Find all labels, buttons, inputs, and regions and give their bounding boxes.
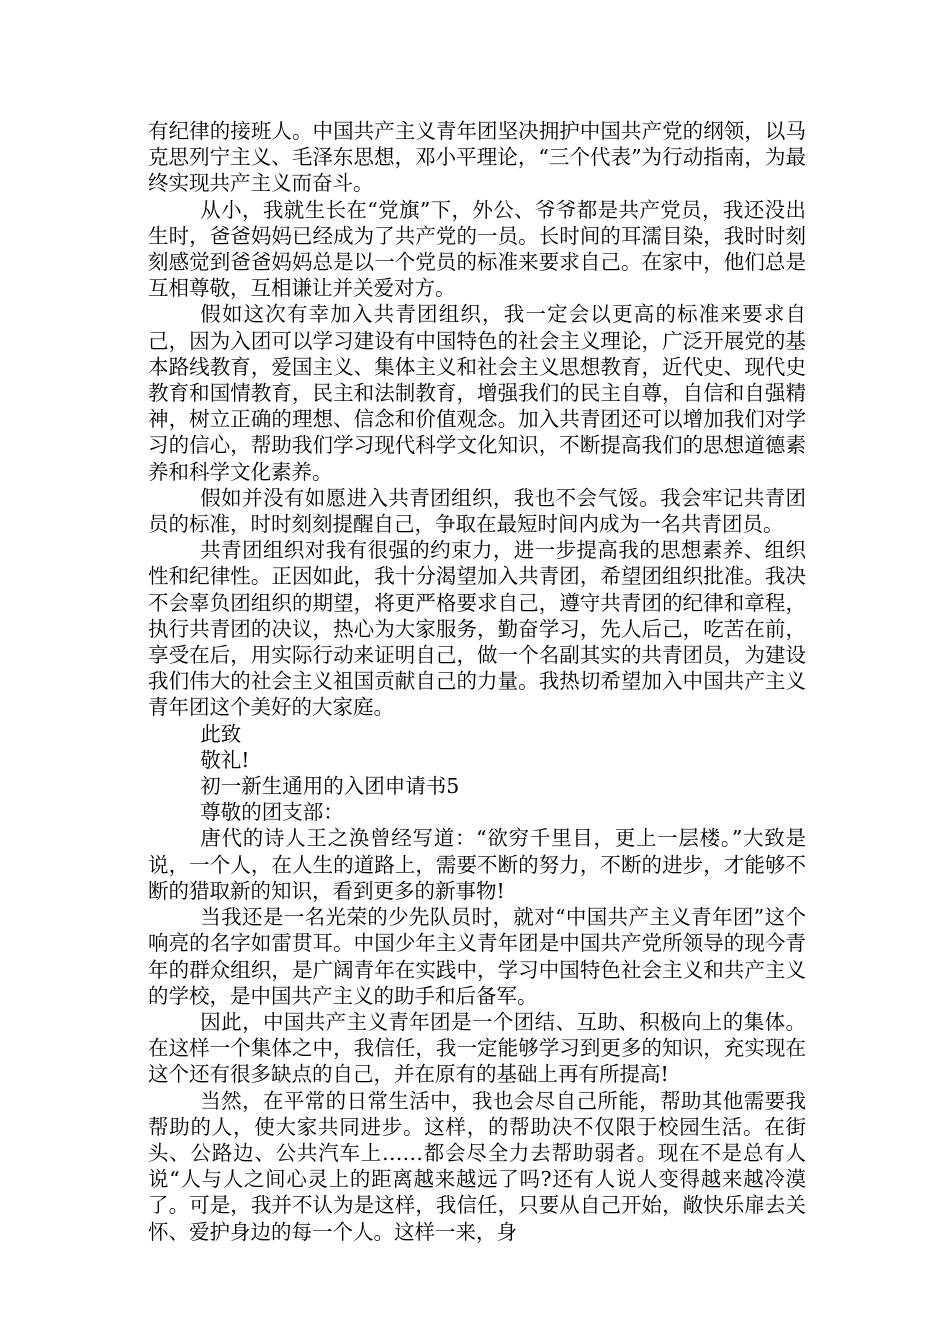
paragraph-2: 从小，我就生长在“党旗”下，外公、爷爷都是共产党员，我还没出生时，爸爸妈妈已经成为了共产党的一员。长时间的耳濡目染，我时时刻刻感觉到爸爸妈妈总是以一个党员的标准来要求自己。在家中，他们总是互相尊敬，互相谦让并关爱对方。 <box>148 197 806 301</box>
paragraph-1: 有纪律的接班人。中国共产主义青年团坚决拥护中国共产党的纲领，以马克思列宁主义、毛泽东思想，邓小平理论，“三个代表”为行动指南，为最终实现共产主义而奋斗。 <box>148 119 806 196</box>
paragraph-6: 唐代的诗人王之涣曾经写道：“欲穷千里目，更上一层楼。”大致是说，一个人，在人生的道路上，需要不断的努力，不断的进步，才能够不断的猎取新的知识，看到更多的新事物! <box>148 826 806 903</box>
paragraph-8: 因此，中国共产主义青年团是一个团结、互助、积极向上的集体。在这样一个集体之中，我信任，我一定能够学习到更多的知识，充实现在这个还有很多缺点的自己，并在原有的基础上再有所提高! <box>148 1009 806 1087</box>
document-page <box>148 118 806 1245</box>
paragraph-5: 共青团组织对我有很强的约束力，进一步提高我的思想素养、组织性和纪律性。正因如此，我十分渴望加入共青团，希望团组织批准。我决不会辜负团组织的期望，将更严格要求自己，遵守共青团的纪律和章程，执行共青团的决议，热心为大家服务，勤奋学习，先人后己，吃苦在前，享受在后，用实际行动来证明自己，做一个名副其实的共青团员，为建设我们伟大的社会主义祖国贡献自己的力量。我热切希望加入中国共产主义青年团这个美好的大家庭。 <box>148 538 806 720</box>
section-title: 初一新生通用的入团申请书5 <box>200 774 460 799</box>
paragraph-4: 假如并没有如愿进入共青团组织，我也不会气馁。我会牢记共青团员的标准，时时刻刻提醒自己，争取在最短时间内成为一名共青团员。 <box>148 485 806 537</box>
salutation-cizhi: 此致 <box>200 721 242 746</box>
paragraph-7: 当我还是一名光荣的少先队员时，就对“中国共产主义青年团”这个响亮的名字如雷贯耳。中国少年主义青年团是中国共产党所领导的现今青年的群众组织，是广阔青年在实践中，学习中国特色社会主义和共产主义的学校，是中国共产主义的助手和后备军。 <box>148 905 806 1008</box>
paragraph-3: 假如这次有幸加入共青团组织，我一定会以更高的标准来要求自己，因为入团可以学习建设有中国特色的社会主义理论，广泛开展党的基本路线教育，爱国主义、集体主义和社会主义思想教育，近代史、现代史教育和国情教育，民主和法制教育，增强我们的民主自尊，自信和自强精神，树立正确的理想、信念和价值观念。加入共青团还可以增加我们对学习的信心，帮助我们学习现代科学文化知识，不断提高我们的思想道德素养和科学文化素养。 <box>148 302 806 484</box>
salutation-jingli: 敬礼! <box>200 747 250 772</box>
greeting: 尊敬的团支部： <box>200 800 344 825</box>
paragraph-9: 当然，在平常的日常生活中，我也会尽自己所能，帮助其他需要我帮助的人，使大家共同进步。这样，的帮助决不仅限于校园生活。在街头、公路边、公共汽车上……都会尽全力去帮助弱者。现在不是总有人说“人与人之间心灵上的距离越来越远了吗?还有人说人变得越来越冷漠了。可是，我并不认为是这样，我信任，只要从自己开始，敞快乐扉去关怀、爱护身边的每一个人。这样一来，身 <box>148 1088 806 1244</box>
